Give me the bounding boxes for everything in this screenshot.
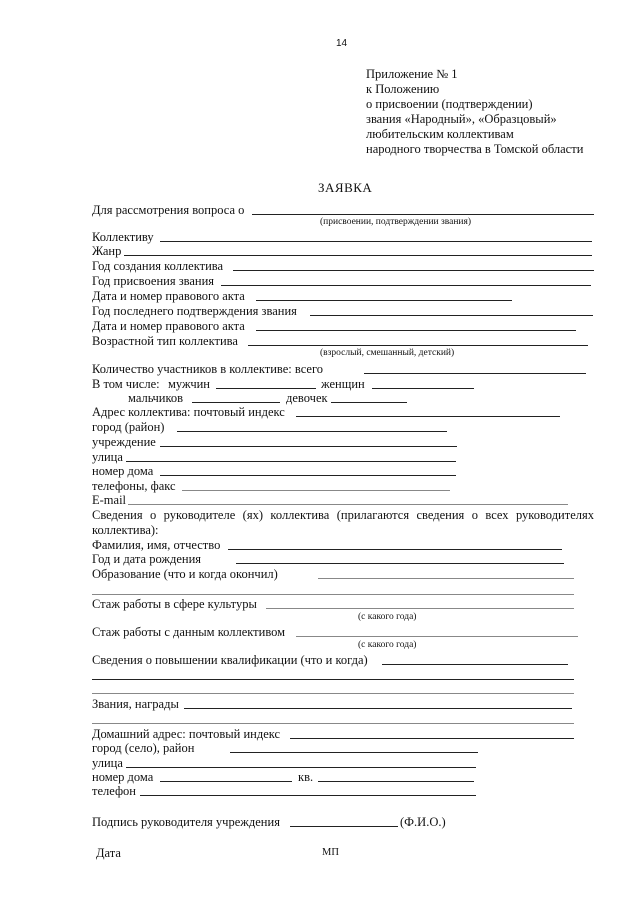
awards-label: Звания, награды (92, 697, 179, 711)
year-awarded-label: Год присвоения звания (92, 274, 215, 288)
education-field-line2[interactable] (92, 594, 574, 595)
collective-experience-label: Стаж работы с данным коллективом (92, 625, 286, 639)
home-house-label: номер дома (92, 770, 154, 784)
signature-field[interactable] (290, 826, 398, 827)
qualification-field[interactable] (382, 664, 568, 665)
since-year-hint: (с какого года) (358, 612, 417, 622)
home-house-field[interactable] (160, 781, 292, 782)
full-name-label: Фамилия, имя, отчество (92, 538, 221, 552)
birth-field[interactable] (236, 563, 564, 564)
address-label: Адрес коллектива: почтовый индекс (92, 405, 285, 419)
email-label: E-mail (92, 493, 127, 507)
page-number: 14 (336, 38, 348, 49)
boys-label: мальчиков (128, 391, 184, 405)
purpose-field[interactable] (252, 214, 594, 215)
qualification-field-line3[interactable] (92, 693, 574, 694)
legal-act-field[interactable] (256, 330, 576, 331)
street-field[interactable] (126, 461, 456, 462)
purpose-hint: (присвоении, подтверждении звания) (320, 217, 472, 227)
apartment-label: кв. (298, 770, 314, 784)
genre-field[interactable] (124, 255, 592, 256)
form-title: ЗАЯВКА (318, 180, 373, 195)
home-street-field[interactable] (126, 767, 476, 768)
genre-label: Жанр (92, 244, 122, 258)
full-name-field[interactable] (228, 549, 562, 550)
legal-act-label: Дата и номер правового акта (92, 289, 245, 303)
institution-label: учреждение (92, 435, 156, 449)
apartment-field[interactable] (318, 781, 474, 782)
birth-label: Год и дата рождения (92, 552, 202, 566)
home-address-label: Домашний адрес: почтовый индекс (92, 727, 281, 741)
collective-field[interactable] (160, 241, 592, 242)
awards-field[interactable] (184, 708, 572, 709)
home-phone-field[interactable] (140, 795, 476, 796)
participants-field[interactable] (364, 373, 586, 374)
education-label: Образование (что и когда окончил) (92, 567, 278, 581)
home-street-label: улица (92, 756, 123, 770)
appendix-line: Приложение № 1 (366, 67, 458, 81)
email-field[interactable] (128, 504, 568, 505)
awards-field-line2[interactable] (92, 723, 574, 724)
girls-field[interactable] (331, 402, 407, 403)
appendix-line: к Положению (366, 82, 440, 96)
legal-act-field[interactable] (256, 300, 512, 301)
street-label: улица (92, 450, 123, 464)
collective-label: Коллективу (92, 230, 154, 244)
girls-label: девочек (286, 391, 328, 405)
house-label: номер дома (92, 464, 154, 478)
fio-label: (Ф.И.О.) (400, 815, 446, 829)
since-year-hint: (с какого года) (358, 640, 417, 650)
house-field[interactable] (160, 475, 456, 476)
age-type-field[interactable] (248, 345, 588, 346)
year-confirmed-label: Год последнего подтверждения звания (92, 304, 297, 318)
age-type-hint: (взрослый, смешанный, детский) (320, 348, 455, 358)
qualification-field-line2[interactable] (92, 679, 574, 680)
institution-field[interactable] (160, 446, 457, 447)
appendix-line: народного творчества в Томской области (366, 142, 584, 156)
culture-experience-field[interactable] (266, 608, 574, 609)
age-type-label: Возрастной тип коллектива (92, 334, 238, 348)
city-field[interactable] (177, 431, 447, 432)
home-city-label: город (село), район (92, 741, 195, 755)
date-label: Дата (96, 846, 121, 860)
collective-experience-field[interactable] (296, 636, 578, 637)
phones-label: телефоны, факс (92, 479, 176, 493)
year-created-label: Год создания коллектива (92, 259, 224, 273)
qualification-label: Сведения о повышении квалификации (что и когда) (92, 653, 368, 667)
home-city-field[interactable] (230, 752, 478, 753)
appendix-line: звания «Народный», «Образцовый» (366, 112, 557, 126)
address-field[interactable] (296, 416, 560, 417)
leaders-info-text: Сведения о руководителе (ях) коллектива (прилагаются сведения о всех руководителях коллектива): (92, 508, 594, 537)
signature-label: Подпись руководителя учреждения (92, 815, 280, 829)
purpose-label: Для рассмотрения вопроса о (92, 203, 245, 217)
home-phone-label: телефон (92, 784, 136, 798)
year-created-field[interactable] (233, 270, 594, 271)
year-awarded-field[interactable] (221, 285, 591, 286)
education-field[interactable] (318, 578, 574, 579)
legal-act-label: Дата и номер правового акта (92, 319, 245, 333)
men-label: мужчин (168, 377, 210, 391)
women-label: женщин (321, 377, 365, 391)
boys-field[interactable] (192, 402, 280, 403)
phones-field[interactable] (182, 490, 450, 491)
participants-label: Количество участников в коллективе: всего (92, 362, 324, 376)
appendix-line: любительским коллективам (366, 127, 514, 141)
appendix-line: о присвоении (подтверждении) (366, 97, 533, 111)
home-address-field[interactable] (290, 738, 574, 739)
stamp-label: МП (322, 847, 339, 858)
culture-experience-label: Стаж работы в сфере культуры (92, 597, 257, 611)
women-field[interactable] (372, 388, 474, 389)
men-field[interactable] (216, 388, 316, 389)
year-confirmed-field[interactable] (310, 315, 593, 316)
including-label: В том числе: (92, 377, 160, 391)
city-label: город (район) (92, 420, 165, 434)
